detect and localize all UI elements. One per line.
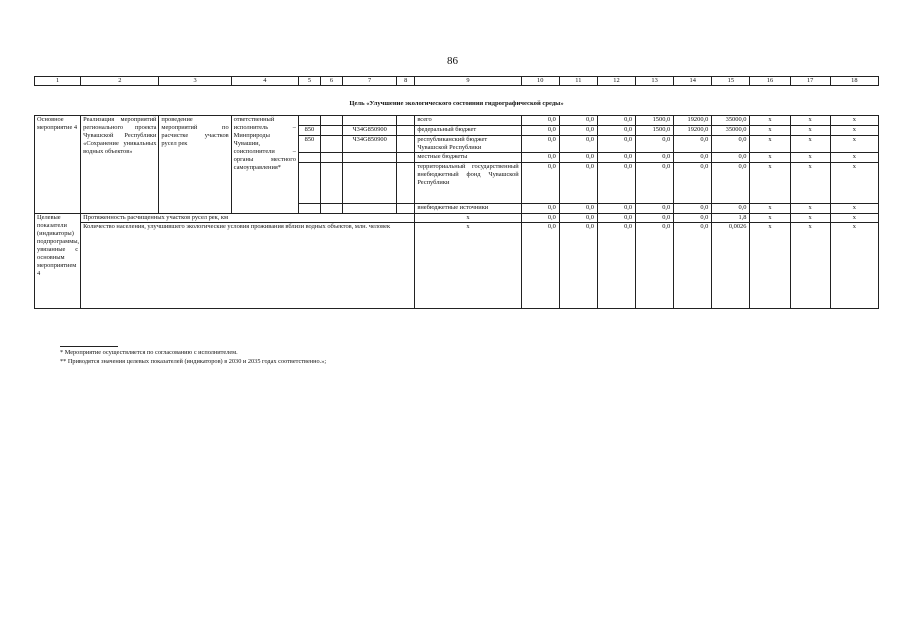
table-cell: 850	[298, 126, 320, 136]
col-header: 18	[830, 77, 878, 86]
table-cell	[397, 126, 415, 136]
table-cell	[298, 116, 320, 126]
table-cell	[320, 153, 342, 163]
table-cell: x	[750, 116, 790, 126]
finance-source: территориальный государственный внебюджетный фонд Чувашской Республики	[415, 163, 521, 204]
table-cell	[298, 163, 320, 204]
table-cell	[343, 204, 397, 214]
table-cell: x	[750, 153, 790, 163]
table-cell: 0,0	[559, 214, 597, 223]
table-cell: 0,0	[521, 116, 559, 126]
table-cell: 35000,0	[712, 126, 750, 136]
col-header: 2	[81, 77, 159, 86]
table-cell: x	[830, 204, 878, 214]
table-cell: 0,0	[597, 214, 635, 223]
indicator-text: Количество населения, улучшившего экологические условия проживания вблизи водных объектов, млн. человек	[81, 223, 415, 309]
table-cell	[298, 153, 320, 163]
table-cell	[397, 163, 415, 204]
table-cell: x	[750, 223, 790, 309]
table-cell: 0,0	[712, 204, 750, 214]
table-cell: 0,0	[597, 204, 635, 214]
col-header: 11	[559, 77, 597, 86]
table-row	[35, 223, 879, 309]
col-header: 10	[521, 77, 559, 86]
activity-title: Реализация мероприятий регионального проекта Чувашской Республики «Сохранение уникальных водных объектов»	[81, 116, 159, 214]
col-header: 14	[674, 77, 712, 86]
table-cell: 0,0	[521, 153, 559, 163]
table-cell	[320, 126, 342, 136]
activity-name: Основное мероприятие 4	[35, 116, 81, 214]
table-cell: x	[830, 153, 878, 163]
table-cell: 0,0	[559, 136, 597, 153]
table-cell: x	[790, 163, 830, 204]
table-cell: 0,0	[559, 153, 597, 163]
table-cell: 0,0	[597, 223, 635, 309]
table-cell	[320, 136, 342, 153]
table-cell: 0,0	[674, 136, 712, 153]
goal-title: Цель «Улучшение экологического состояния гидрографической среды»	[35, 86, 879, 116]
table-cell: 850	[298, 136, 320, 153]
finance-source: местные бюджеты	[415, 153, 521, 163]
table-cell: 0,0	[597, 153, 635, 163]
col-header: 6	[320, 77, 342, 86]
finance-source: всего	[415, 116, 521, 126]
table-cell: x	[415, 214, 521, 223]
table-cell: 0,0	[521, 214, 559, 223]
table-cell: x	[830, 126, 878, 136]
table-cell: x	[830, 116, 878, 126]
table-cell: 0,0	[521, 136, 559, 153]
page-number: 86	[447, 55, 458, 67]
table-cell: 0,0	[597, 126, 635, 136]
table-cell: x	[790, 126, 830, 136]
table-cell: Ч34G850900	[343, 136, 397, 153]
table-cell: 0,0	[559, 163, 597, 204]
col-header: 8	[397, 77, 415, 86]
col-header: 3	[159, 77, 231, 86]
table-cell: 1,8	[712, 214, 750, 223]
table-cell: x	[415, 223, 521, 309]
footnotes	[60, 346, 326, 366]
table-cell	[320, 116, 342, 126]
table-cell: x	[830, 223, 878, 309]
table-cell: 0,0	[636, 204, 674, 214]
table-cell: 0,0	[712, 136, 750, 153]
table-cell: 0,0	[674, 163, 712, 204]
column-number-row	[35, 77, 879, 86]
table-cell: x	[830, 214, 878, 223]
table-cell: 0,0	[521, 126, 559, 136]
table-cell: x	[790, 136, 830, 153]
table-cell: 0,0	[636, 214, 674, 223]
table-cell: 0,0	[559, 223, 597, 309]
table-cell: 0,0	[674, 204, 712, 214]
table-cell: 0,0	[636, 153, 674, 163]
table-cell	[397, 116, 415, 126]
col-header: 4	[231, 77, 298, 86]
table-cell: x	[750, 136, 790, 153]
table-cell: 0,0	[636, 136, 674, 153]
table-cell: 0,0026	[712, 223, 750, 309]
table-cell: 0,0	[559, 204, 597, 214]
col-header: 15	[712, 77, 750, 86]
table-cell: x	[750, 163, 790, 204]
table-cell: 1500,0	[636, 126, 674, 136]
table-cell	[397, 153, 415, 163]
col-header: 12	[597, 77, 635, 86]
table-cell	[343, 116, 397, 126]
col-header: 7	[343, 77, 397, 86]
program-table	[34, 76, 879, 309]
table-cell: x	[750, 204, 790, 214]
table-cell: x	[790, 204, 830, 214]
table-cell: 35000,0	[712, 116, 750, 126]
activity-executor: ответственный исполнитель – Минприроды Чувашии, соисполнители – органы местного самоуправления*	[231, 116, 298, 214]
table-cell: x	[790, 214, 830, 223]
footnote: * Мероприятие осуществляется по согласованию с исполнителем.	[60, 349, 238, 356]
table-cell: 0,0	[521, 163, 559, 204]
table-cell: 0,0	[712, 153, 750, 163]
table-cell: x	[790, 153, 830, 163]
table-cell: 0,0	[521, 204, 559, 214]
table-cell: x	[830, 136, 878, 153]
table-cell	[298, 204, 320, 214]
table-row	[35, 214, 879, 223]
col-header: 1	[35, 77, 81, 86]
table-cell: 0,0	[636, 223, 674, 309]
table-cell: 0,0	[597, 116, 635, 126]
finance-source: республиканский бюджет Чувашской Республики	[415, 136, 521, 153]
col-header: 9	[415, 77, 521, 86]
table-cell: 19200,0	[674, 126, 712, 136]
table-cell: 0,0	[597, 136, 635, 153]
table-cell: x	[790, 223, 830, 309]
table-row	[35, 116, 879, 126]
table-cell: 0,0	[521, 223, 559, 309]
table-cell: 1500,0	[636, 116, 674, 126]
table-cell: 0,0	[559, 126, 597, 136]
table-cell: x	[750, 214, 790, 223]
footnote: ** Приводятся значения целевых показателей (индикаторов) в 2030 и 2035 годах соответственно.»;	[60, 357, 327, 365]
table-cell	[320, 163, 342, 204]
table-cell: x	[750, 126, 790, 136]
col-header: 16	[750, 77, 790, 86]
table-cell	[320, 204, 342, 214]
table-cell	[397, 136, 415, 153]
table-cell	[343, 153, 397, 163]
table-cell	[343, 163, 397, 204]
col-header: 13	[636, 77, 674, 86]
table-cell: Ч34G850900	[343, 126, 397, 136]
table-cell: x	[790, 116, 830, 126]
col-header: 17	[790, 77, 830, 86]
footnote-divider	[60, 346, 118, 347]
table-cell: 0,0	[674, 214, 712, 223]
goal-row	[35, 86, 879, 116]
indicator-text: Протяженность расчищенных участков русел рек, км	[81, 214, 415, 223]
table-cell: 19200,0	[674, 116, 712, 126]
table-cell: 0,0	[636, 163, 674, 204]
table-cell: 0,0	[674, 223, 712, 309]
activity-description: проведение мероприятий по расчистке участков русел рек	[159, 116, 231, 214]
finance-source: внебюджетные источники	[415, 204, 521, 214]
table-cell: x	[830, 163, 878, 204]
table-cell: 0,0	[559, 116, 597, 126]
indicators-label: Целевые показатели (индикаторы) подпрограммы, увязанные с основным мероприятием 4	[35, 214, 81, 309]
finance-source: федеральный бюджет	[415, 126, 521, 136]
table-cell	[397, 204, 415, 214]
table-cell: 0,0	[597, 163, 635, 204]
table-cell: 0,0	[674, 153, 712, 163]
table-cell: 0,0	[712, 163, 750, 204]
col-header: 5	[298, 77, 320, 86]
